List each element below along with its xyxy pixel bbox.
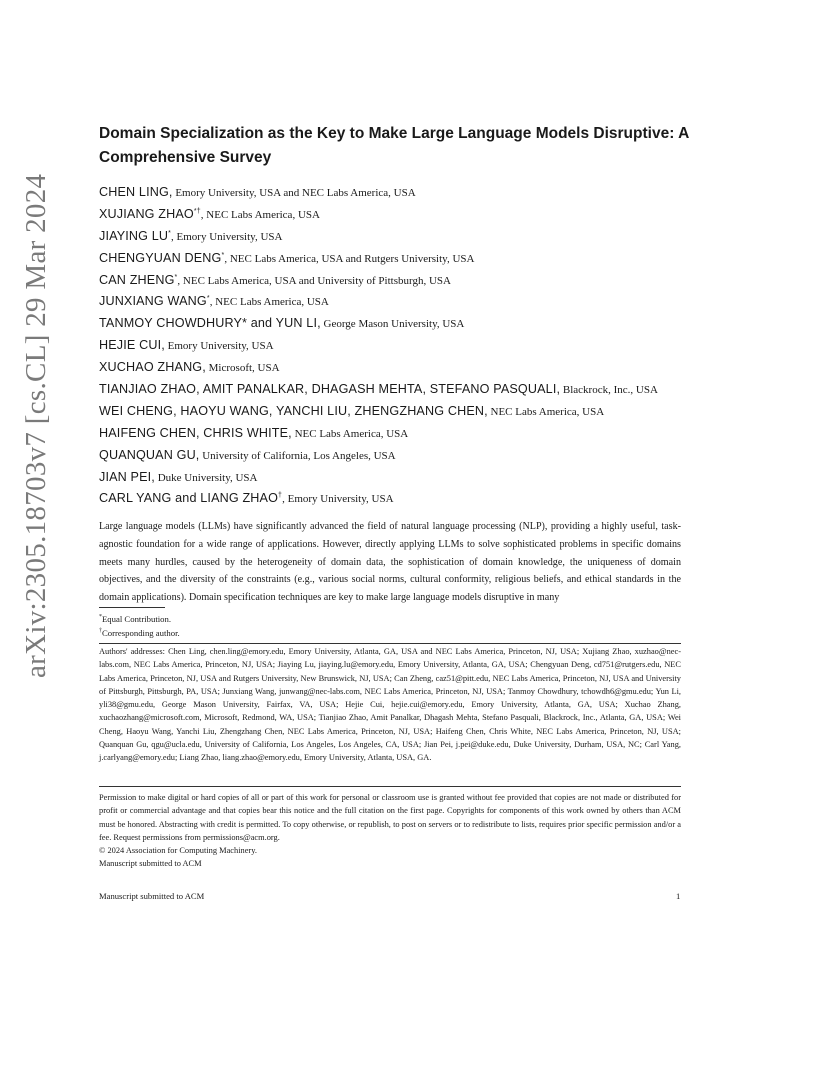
author-names: CAN ZHENG [99, 272, 175, 287]
author-names: QUANQUAN GU, [99, 447, 200, 462]
footnote-mark: * [99, 614, 102, 620]
author-names: CHEN LING, [99, 185, 173, 199]
addresses-divider [99, 643, 681, 644]
author-names: HAIFENG CHEN, CHRIS WHITE, [99, 425, 292, 440]
author-affiliation: NEC Labs America, USA [487, 405, 605, 418]
author-names: CHENGYUAN DENG [99, 250, 222, 265]
author-affiliation: , Emory University, USA [171, 230, 283, 243]
author-names: XUCHAO ZHANG, [99, 360, 206, 375]
author-marks: * [221, 251, 225, 259]
footnote-text: Corresponding author. [102, 628, 180, 639]
author-names: TANMOY CHOWDHURY* and YUN LI, [99, 316, 321, 331]
author-line [99, 335, 699, 357]
author-names: XUJIANG ZHAO [99, 206, 194, 221]
author-affiliation: Blackrock, Inc., USA [560, 384, 658, 397]
author-affiliation: , NEC Labs America, USA [200, 208, 320, 221]
author-line [99, 401, 699, 423]
author-line [99, 423, 699, 445]
author-names: WEI CHENG, HAOYU WANG, YANCHI LIU, ZHENGZHANG CHEN, [99, 403, 488, 418]
author-line [99, 204, 699, 226]
paper-title: Domain Specialization as the Key to Make Large Language Models Disruptive: A Comprehensive Survey [99, 125, 689, 166]
author-marks: * [206, 295, 210, 303]
author-names: JIAN PEI, [99, 469, 155, 484]
author-affiliation: Microsoft, USA [205, 362, 280, 375]
page-number: 1 [676, 891, 681, 901]
permission-divider [99, 786, 681, 787]
author-line [99, 182, 699, 204]
copyright-line: © 2024 Association for Computing Machinery. [99, 846, 257, 856]
author-line [99, 270, 699, 292]
author-line [99, 467, 699, 489]
author-affiliation: Emory University, USA and NEC Labs America, USA [172, 187, 416, 199]
permission-text: Permission to make digital or hard copies of all or part of this work for personal or classroom use is granted without fee provided that copies are not made or distributed for profit or commercial advantage and that copies bear this notice and the full citation on the first page. Copyrights for components of this work owned by others than ACM must be honored. Abstracting with credit is permitted. To copy otherwise, or republish, to post on servers or to redistribute to lists, requires prior specific permission and/or a fee. Request permissions from permissions@acm.org. [99, 793, 681, 842]
abstract-text: Large language models (LLMs) have significantly advanced the field of natural language processing (NLP), providing a highly useful, task-agnostic foundation for a wide range of applications. However, directly applying LLMs to solve sophisticated problems in specific domains meets many hurdles, caused by the heterogeneity of domain data, the sophistication of domain knowledge, the uniqueness of domain objectives, and the diversity of the constraints (e.g., various social norms, cultural conformity, religious beliefs, and ethical standards in the domain applications). Domain specification techniques are key to make large language models disruptive in many [99, 521, 681, 604]
author-affiliation: , NEC Labs America, USA and Rutgers University, USA [224, 252, 475, 265]
author-names: JUNXIANG WANG [99, 294, 207, 309]
author-line [99, 248, 699, 270]
author-names: TIANJIAO ZHAO, AMIT PANALKAR, DHAGASH MEHTA, STEFANO PASQUALI, [99, 382, 561, 397]
author-affiliation: University of California, Los Angeles, USA [199, 449, 396, 462]
author-marks: * [174, 273, 178, 281]
author-line [99, 488, 699, 510]
author-affiliation: Duke University, USA [154, 471, 258, 484]
author-list [99, 182, 699, 510]
author-line [99, 313, 699, 335]
footer-manuscript-note: Manuscript submitted to ACM [99, 891, 205, 901]
author-marks: * [168, 229, 172, 237]
author-affiliation: , Emory University, USA [282, 493, 394, 506]
author-marks: † [278, 492, 283, 500]
author-line [99, 291, 699, 313]
author-line [99, 226, 699, 248]
footnote-mark: † [99, 628, 102, 635]
author-names: CARL YANG and LIANG ZHAO [99, 491, 279, 506]
author-line [99, 379, 699, 401]
footnote-text: Equal Contribution. [102, 613, 172, 624]
footnote [99, 625, 681, 639]
author-affiliation: George Mason University, USA [320, 318, 465, 331]
author-affiliation: , NEC Labs America, USA and University of Pittsburgh, USA [177, 274, 451, 287]
author-marks: *† [193, 207, 201, 215]
manuscript-note: Manuscript submitted to ACM [99, 859, 202, 869]
footnotes [99, 611, 681, 640]
author-affiliation: NEC Labs America, USA [291, 427, 409, 440]
author-line [99, 357, 699, 379]
arxiv-identifier-stamp: arXiv:2305.18703v7 [cs.CL] 29 Mar 2024 [20, 173, 52, 678]
footnote [99, 611, 681, 625]
author-line [99, 445, 699, 467]
permission-block [99, 791, 681, 871]
author-names: JIAYING LU [99, 228, 169, 243]
author-names: HEJIE CUI, [99, 338, 165, 353]
author-affiliation: Emory University, USA [164, 340, 274, 353]
author-affiliation: , NEC Labs America, USA [209, 296, 329, 309]
footnote-divider [99, 607, 165, 608]
author-addresses: Authors' addresses: Chen Ling, chen.ling@emory.edu, Emory University, Atlanta, GA, USA and NEC Labs America, Princeton, NJ, USA; Xujiang Zhao, xuzhao@nec-labs.com, NEC Labs America, Princeton, NJ, USA; Jiaying Lu, jiaying.lu@emory.edu, Emory University, Atlanta, GA, USA; Chengyuan Deng, cd751@rutgers.edu, NEC Labs America, Princeton, NJ, USA and Rutgers University, New Brunswick, NJ, USA; Can Zheng, caz51@pitt.edu, NEC Labs America, Princeton, NJ, USA and University of Pittsburgh, Pittsburgh, PA, USA; Junxiang Wang, junwang@nec-labs.com, NEC Labs America, Princeton, NJ, USA; Tanmoy Chowdhury, tchowdh6@gmu.edu; Yun Li, yli38@gmu.edu, George Mason University, Fairfax, VA, USA; Hejie Cui, hejie.cui@emory.edu, Emory University, Atlanta, GA, USA; Xuchao Zhang, xuchaozhang@microsoft.com, Microsoft, Redmond, WA, USA; Tianjiao Zhao, Amit Panalkar, Dhagash Mehta, Stefano Pasquali, Blackrock, Inc., Atlanta, GA, USA; Wei Cheng, Haoyu Wang, Yanchi Liu, Zhengzhang Chen, NEC Labs America, Princeton, NJ, USA; Haifeng Chen, Chris White, NEC Labs America, Princeton, NJ, USA; Quanquan Gu, qgu@ucla.edu, University of California, Los Angeles, Los Angeles, CA, USA; Jian Pei, j.pei@duke.edu, Duke University, Durham, USA, NC; Carl Yang, j.carlyang@emory.edu; Liang Zhao, liang.zhao@emory.edu, Emory University, Atlanta, USA, GA. [99, 647, 681, 763]
